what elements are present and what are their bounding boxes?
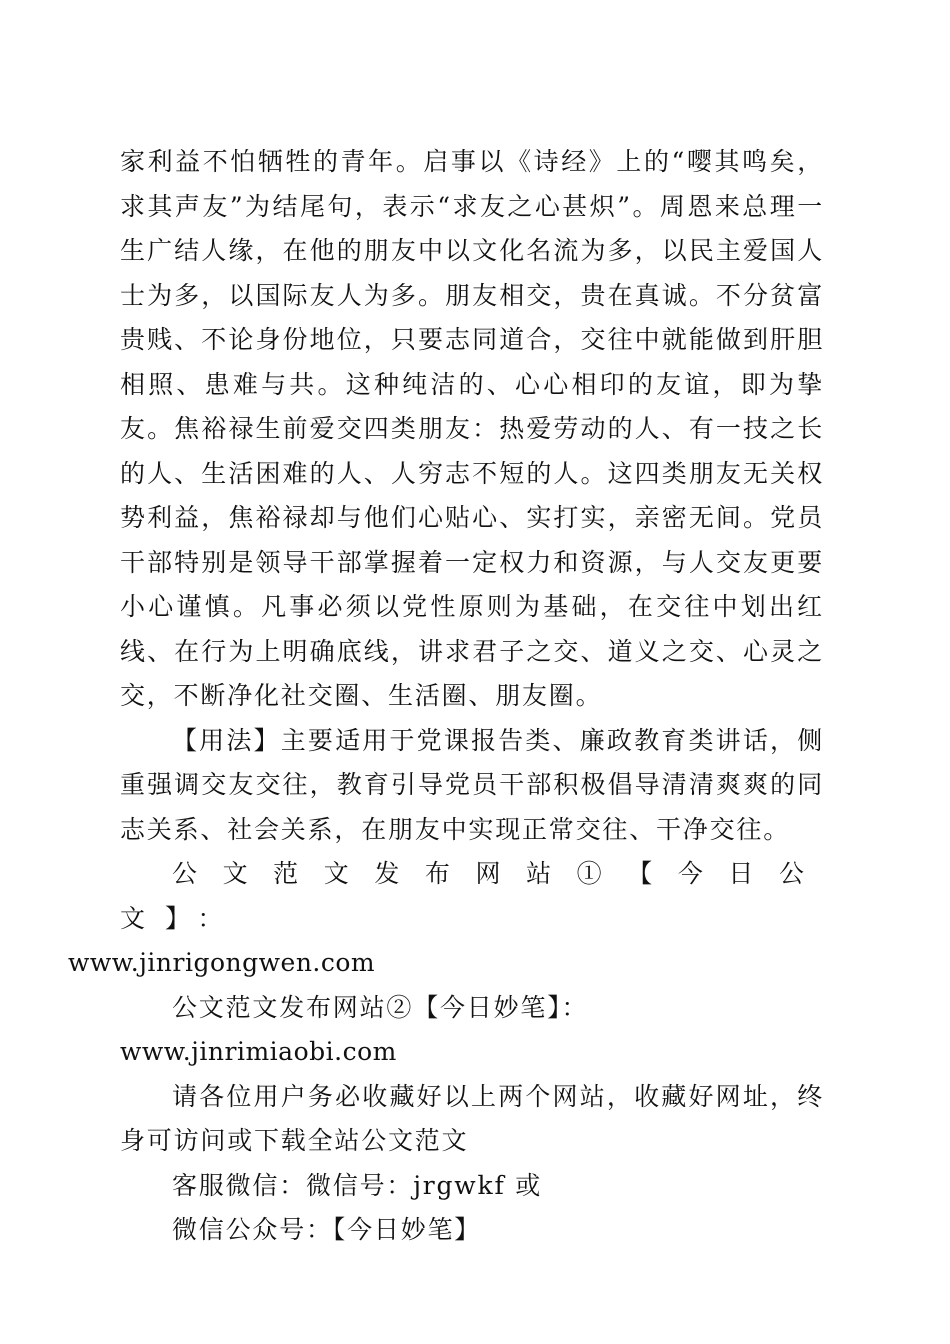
document-page (68, 140, 824, 1253)
usage-paragraph: 【用法】主要适用于党课报告类、廉政教育类讲话，侧重强调交友交往，教育引导党员干部积极倡导清清爽爽的同志关系、社会关系，在朋友中实现正常交往、干净交往。 (120, 725, 824, 844)
site-line-1 (68, 852, 824, 986)
site2-label: 公文范文发布网站②【今日妙笔】： (172, 992, 589, 1022)
wechat-service-line: 客服微信：微信号：jrgwkf 或 (172, 1170, 543, 1200)
site1-url: www.jinrigongwen.com (68, 948, 376, 977)
notice-paragraph: 请各位用户务必收藏好以上两个网站，收藏好网址，终身可访问或下载全站公文范文 (120, 1081, 824, 1155)
site-line-2 (120, 986, 824, 1075)
wechat-public-line: 微信公众号：【今日妙笔】 (172, 1215, 482, 1244)
site1-label: 公文范文发布网站①【今日公文】： (120, 859, 824, 933)
site2-url: www.jinrimiaobi.com (120, 1037, 397, 1066)
body-paragraph: 家利益不怕牺牲的青年。启事以《诗经》上的“嘤其鸣矣，求其声友”为结尾句，表示“求友之心甚炽”。周恩来总理一生广结人缘，在他的朋友中以文化名流为多，以民主爱国人士为多，以国际友人为多。朋友相交，贵在真诚。不分贫富贵贱、不论身份地位，只要志同道合，交往中就能做到肝胆相照、患难与共。这种纯洁的、心心相印的友谊，即为挚友。焦裕禄生前爱交四类朋友：热爱劳动的人、有一技之长的人、生活困难的人、人穷志不短的人。这四类朋友无关权势利益，焦裕禄却与他们心贴心、实打实，亲密无间。党员干部特别是领导干部掌握着一定权力和资源，与人交友更要小心谨慎。凡事必须以党性原则为基础，在交往中划出红线、在行为上明确底线，讲求君子之交、道义之交、心灵之交，不断净化社交圈、生活圈、朋友圈。 (120, 147, 824, 710)
